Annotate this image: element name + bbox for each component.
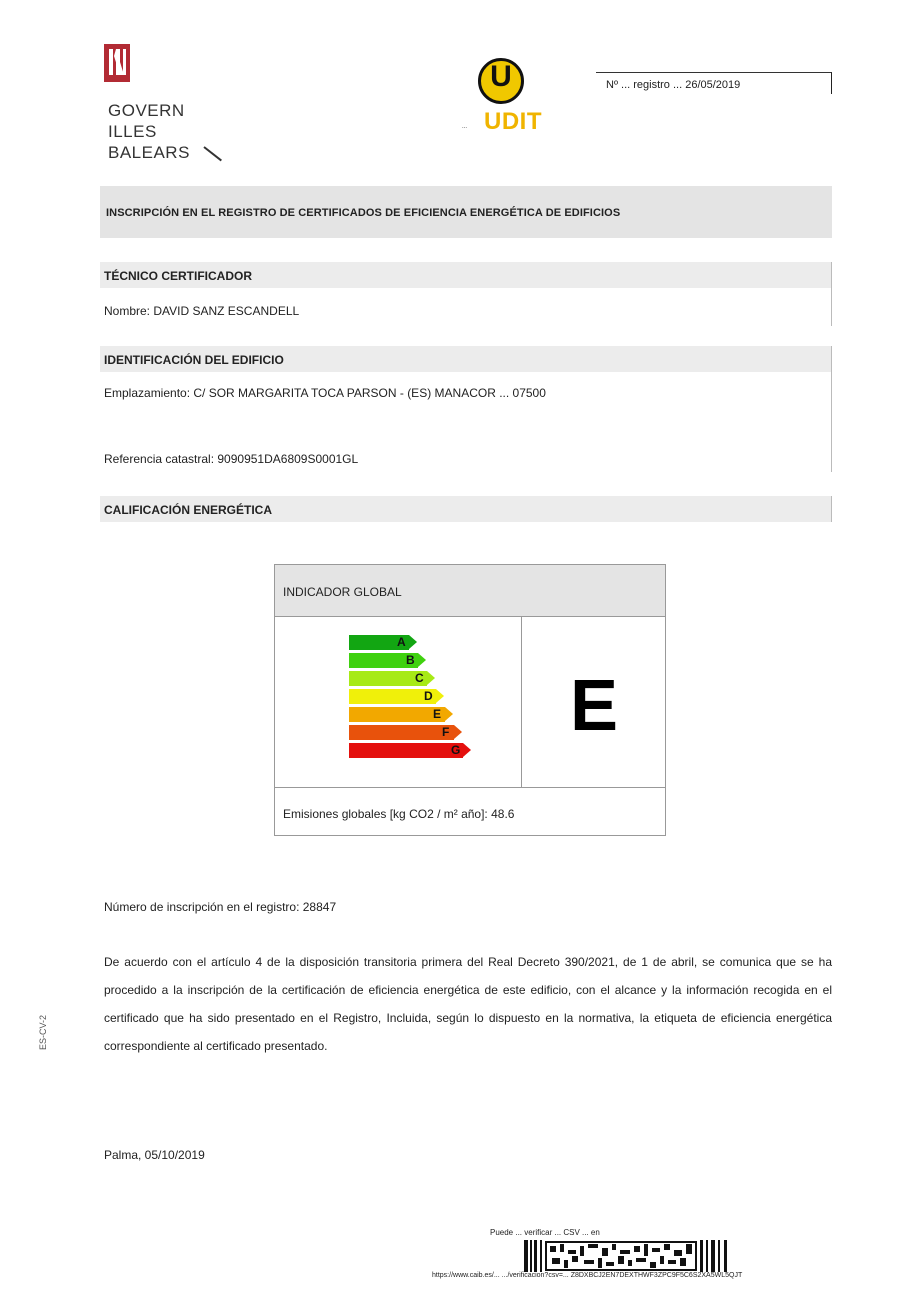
indicator-title: INDICADOR GLOBAL [283,585,402,599]
section-edificio-title: IDENTIFICACIÓN DEL EDIFICIO [104,353,284,367]
csv-url: https://www.caib.es/... .../verificacion?csv=... Z8DXBCJ2EN7DEXTHWF3ZPC9F5C6S2XA5WL5QJT [432,1272,743,1279]
udit-logo-text: UDIT [484,108,542,135]
energy-rating-letter: E [569,666,619,746]
energy-indicator-box [274,564,666,836]
section-tecnico-body [100,288,832,326]
energy-bar-label: F [442,725,450,739]
energy-bar-label: A [397,635,406,649]
energy-bar-label: G [451,743,461,757]
govern-emblem-icon [104,44,130,82]
document-title: INSCRIPCIÓN EN EL REGISTRO DE CERTIFICADOS DE EFICIENCIA ENERGÉTICA DE EDIFICIOS [106,207,621,219]
section-edificio-body [100,372,832,472]
tecnico-name: Nombre: DAVID SANZ ESCANDELL [104,304,300,318]
udit-logo: U ... UDIT [462,60,542,135]
fecha-text: Palma, 05/10/2019 [104,1148,205,1162]
edificio-referencia: Referencia catastral: 9090951DA6809S0001GL [104,452,359,466]
registro-box: Nº ... registro ... 26/05/2019 [596,72,832,94]
side-code: ES-CV-2 [38,1014,48,1050]
energy-bar-label: D [424,689,433,703]
numero-inscripcion: Número de inscripción en el registro: 28847 [104,900,337,914]
indicator-header [275,565,665,617]
csv-label: Puede ... verificar ... CSV ... en [490,1228,600,1237]
energy-bar-label: B [406,653,415,667]
energy-scale [275,635,521,775]
govern-logo [104,44,244,174]
body-paragraph: De acuerdo con el artículo 4 de la disposición transitoria primera del Real Decreto 390/2021, de 1 de abril, se comunica que se ha procedido a la inscripción de la certificación de eficiencia energética de este edificio, con el alcance y la información recogida en el certificado que ha sido presentado en el Registro, Incluida, según lo dispuesto en la normativa, la etiqueta de eficiencia energética correspondiente al certificado presentado. [104,955,832,1053]
section-calificacion-title: CALIFICACIÓN ENERGÉTICA [104,503,272,517]
udit-logo-pre: ... [462,124,468,130]
section-tecnico-title: TÉCNICO CERTIFICADOR [104,269,252,283]
energy-bar-label: C [415,671,424,685]
section-edificio-header [100,346,832,372]
govern-logo-text: GOVERN ILLES BALEARS [108,101,190,162]
document-title-band [100,186,832,238]
section-calificacion-header [100,496,832,522]
govern-logo-slash [203,146,222,161]
emisiones-text: Emisiones globales [kg CO2 / m² año]: 48.6 [283,807,515,821]
energy-bar-label: E [433,707,442,721]
barcode-icon [524,1240,744,1272]
edificio-direccion: Emplazamiento: C/ SOR MARGARITA TOCA PARSON - (ES) MANACOR ... 07500 [104,386,546,400]
section-tecnico-header [100,262,832,288]
